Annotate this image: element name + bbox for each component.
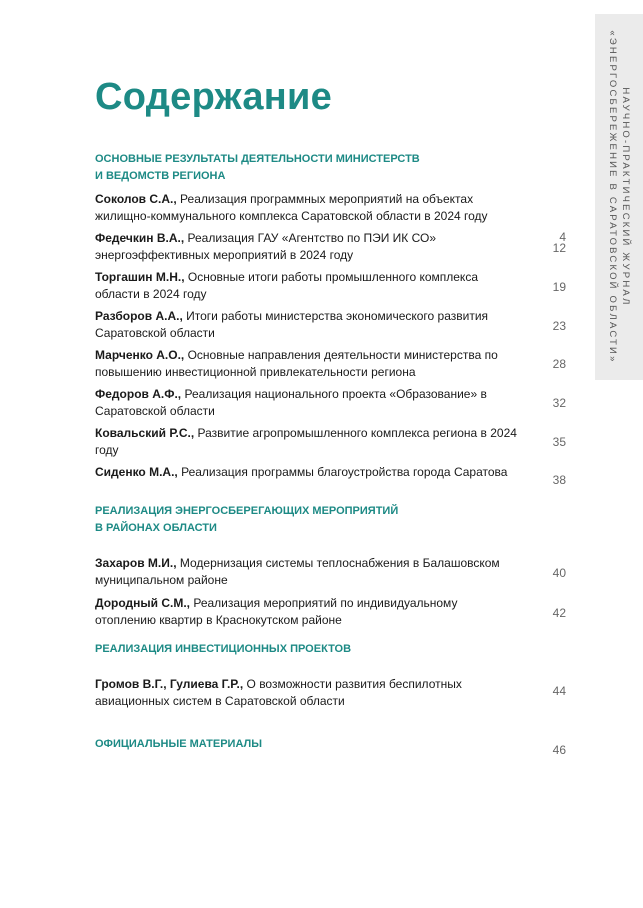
toc-entry[interactable] bbox=[95, 595, 520, 629]
toc-entry[interactable] bbox=[95, 269, 520, 303]
journal-side-label-line1: НАУЧНО-ПРАКТИЧЕСКИЙ ЖУРНАЛ bbox=[620, 87, 631, 307]
entry-author: Ковальский Р.С., bbox=[95, 426, 195, 440]
entry-author: Разборов А.А., bbox=[95, 309, 183, 323]
entry-author: Сиденко М.А., bbox=[95, 465, 178, 479]
section-title-ministries bbox=[95, 151, 420, 185]
toc-entry[interactable] bbox=[95, 191, 520, 225]
entry-page-number: 40 bbox=[552, 566, 566, 580]
toc-entry[interactable] bbox=[95, 425, 520, 459]
entry-author: Федечкин В.А., bbox=[95, 231, 185, 245]
toc-entry[interactable] bbox=[95, 230, 520, 264]
entry-page-number: 38 bbox=[552, 473, 566, 487]
entry-author: Соколов С.А., bbox=[95, 192, 177, 206]
entry-title: Итоги работы министерства экономического развития Саратовской области bbox=[95, 309, 489, 340]
entry-author: Громов В.Г., Гулиева Г.Р., bbox=[95, 677, 244, 691]
entry-page-number: 4 bbox=[559, 230, 566, 244]
entry-page-number: 28 bbox=[552, 357, 566, 371]
entry-author: Марченко А.О., bbox=[95, 348, 185, 362]
toc-entry[interactable] bbox=[95, 676, 520, 710]
entry-author: Дородный С.М., bbox=[95, 596, 191, 610]
journal-side-label-line2: «ЭНЕРГОСБЕРЕЖЕНИЕ В САРАТОВСКОЙ ОБЛАСТИ» bbox=[607, 30, 618, 364]
entry-title: Реализация программы благоустройства города Саратова bbox=[177, 465, 508, 479]
toc-entry[interactable] bbox=[95, 347, 520, 381]
entry-page-number: 44 bbox=[552, 684, 566, 698]
section-title-line: ОФИЦИАЛЬНЫЕ МАТЕРИАЛЫ bbox=[95, 738, 263, 750]
section-title-line: ОСНОВНЫЕ РЕЗУЛЬТАТЫ ДЕЯТЕЛЬНОСТИ МИНИСТЕРСТВ bbox=[95, 153, 420, 165]
entry-page-number: 19 bbox=[552, 280, 566, 294]
section-title-line: И ВЕДОМСТВ РЕГИОНА bbox=[95, 170, 226, 182]
entry-title: Реализация национального проекта «Образование» в Саратовской области bbox=[95, 387, 487, 418]
toc-entry[interactable] bbox=[95, 464, 520, 481]
entry-title: Развитие агропромышленного комплекса региона в 2024 году bbox=[95, 426, 517, 457]
entry-page-number: 12 bbox=[552, 241, 566, 255]
toc-entry[interactable] bbox=[95, 555, 520, 589]
entry-page-number: 32 bbox=[552, 396, 566, 410]
entry-page-number: 42 bbox=[552, 606, 566, 620]
entry-author: Торгашин М.Н., bbox=[95, 270, 185, 284]
entry-title: Основные итоги работы промышленного комплекса области в 2024 году bbox=[95, 270, 478, 301]
entry-author: Захаров М.И., bbox=[95, 556, 177, 570]
page-title: Содержание bbox=[95, 76, 333, 118]
section-title-investment bbox=[95, 641, 351, 658]
entry-title: Модернизация системы теплоснабжения в Балашовском муниципальном районе bbox=[95, 556, 500, 587]
entry-title: Реализация программных мероприятий на объектах жилищно-коммунального комплекса Саратовской области в 2024 году bbox=[95, 192, 488, 223]
toc-entry[interactable] bbox=[95, 386, 520, 420]
entry-title: Основные направления деятельности министерства по повышению инвестиционной привлекательности региона bbox=[95, 348, 498, 379]
entry-page-number: 23 bbox=[552, 319, 566, 333]
section-title-official[interactable] bbox=[95, 736, 262, 753]
section-title-energy-saving bbox=[95, 503, 398, 537]
entry-page-number: 35 bbox=[552, 435, 566, 449]
section-title-line: РЕАЛИЗАЦИЯ ИНВЕСТИЦИОННЫХ ПРОЕКТОВ bbox=[95, 643, 352, 655]
toc-entry[interactable] bbox=[95, 308, 520, 342]
entry-author: Федоров А.Ф., bbox=[95, 387, 182, 401]
entry-title: Реализация ГАУ «Агентство по ПЭИ ИК СО» энергоэффективных мероприятий в 2024 году bbox=[95, 231, 437, 262]
section-title-line: РЕАЛИЗАЦИЯ ЭНЕРГОСБЕРЕГАЮЩИХ МЕРОПРИЯТИЙ bbox=[95, 505, 399, 517]
section-title-line: В РАЙОНАХ ОБЛАСТИ bbox=[95, 522, 217, 534]
entry-title: Реализация мероприятий по индивидуальному отоплению квартир в Краснокутском районе bbox=[95, 596, 458, 627]
entry-title: О возможности развития беспилотных авиационных систем в Саратовской области bbox=[95, 677, 462, 708]
entry-page-number: 46 bbox=[552, 743, 566, 757]
journal-side-label bbox=[606, 30, 632, 363]
